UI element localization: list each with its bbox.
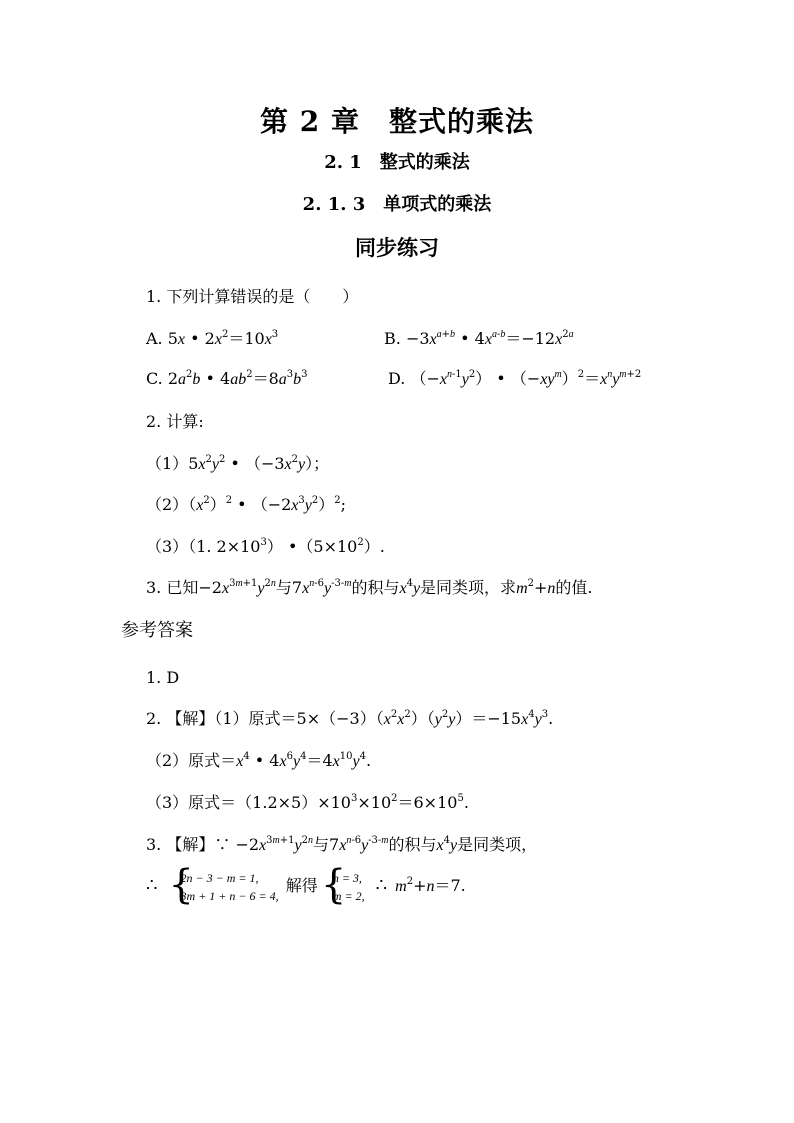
- therefore-symbol: ∴: [146, 875, 158, 896]
- q2-stem: 2. 计算:: [146, 412, 204, 431]
- q1-stem: 1. 下列计算错误的是（ ）: [146, 287, 359, 306]
- answer-3-line-1: 3. 【解】∵ $-2x^{3m+1}y^{2n}$与$7x^{n-6}y^{-3-m}$的积与$x^4y$是同类项，: [146, 835, 538, 854]
- q3-stem: 3. 已知$-2x^{3m+1}y^{2n}$与$7x^{n-6}y^{-3-m}$的积与$x^4y$是同类项，求$m^2+n$的值.: [146, 578, 593, 597]
- q1-option-c: C. $2a^2b$ • $4ab^2=8a^3b^3$: [146, 369, 308, 388]
- section-title: 2. 1 整式的乘法: [324, 152, 470, 173]
- chapter-title: 第 2 章 整式的乘法: [260, 105, 534, 138]
- q2-part-1: $(1)5x^2y^2$ • $(-3x^2y)$；: [146, 454, 330, 473]
- answer-2-part-3: （3）原式$=(1.2\times 5)\times 10^3\times 10^2=6\times 10^5$.: [146, 793, 469, 812]
- q2-part-3: （3）（1. $2\times 10^3$） $•(5\times 10^2)$.: [146, 537, 385, 556]
- answer-2-part-2: （2）原式$=x^4$ • $4x^6y^4=4x^{10}y^4$.: [146, 751, 372, 770]
- q2-part-2: $(2)(x^2)^2$ • $(-2x^3y^2)^2$;: [146, 495, 347, 514]
- equation-system: { 2n − 3 − m = 1, 3m + 1 + n − 6 = 4,: [171, 869, 279, 905]
- practice-title: 同步练习: [355, 235, 439, 260]
- answer-1: 1. D: [146, 668, 180, 687]
- answers-title: 参考答案: [121, 620, 193, 641]
- q1-option-d: D. $(-x^{n-1}y^2)$ • $(-xy^m)^2=x^ny^{m+2}$: [388, 369, 642, 388]
- q1-option-b: B. $-3x^{a+b}$ • $4x^{a-b}=-12x^{2a}$: [384, 329, 574, 348]
- answer-2-part-1: 2. 【解】（1）原式$=5\times(-3)(x^2x^2)(y^2y)=-15x^4y^3$.: [146, 709, 554, 728]
- q1-option-a: A. 5x • $2x^2=10x^3$: [146, 329, 279, 348]
- subsection-title: 2. 1. 3 单项式的乘法: [302, 194, 492, 215]
- answer-3-line-2: ∴ { 2n − 3 − m = 1, 3m + 1 + n − 6 = 4, 解得 { n = 3, m = 2, ∴ $m^2+n=7$.: [146, 866, 466, 910]
- solution-system: { n = 3, m = 2,: [323, 869, 365, 905]
